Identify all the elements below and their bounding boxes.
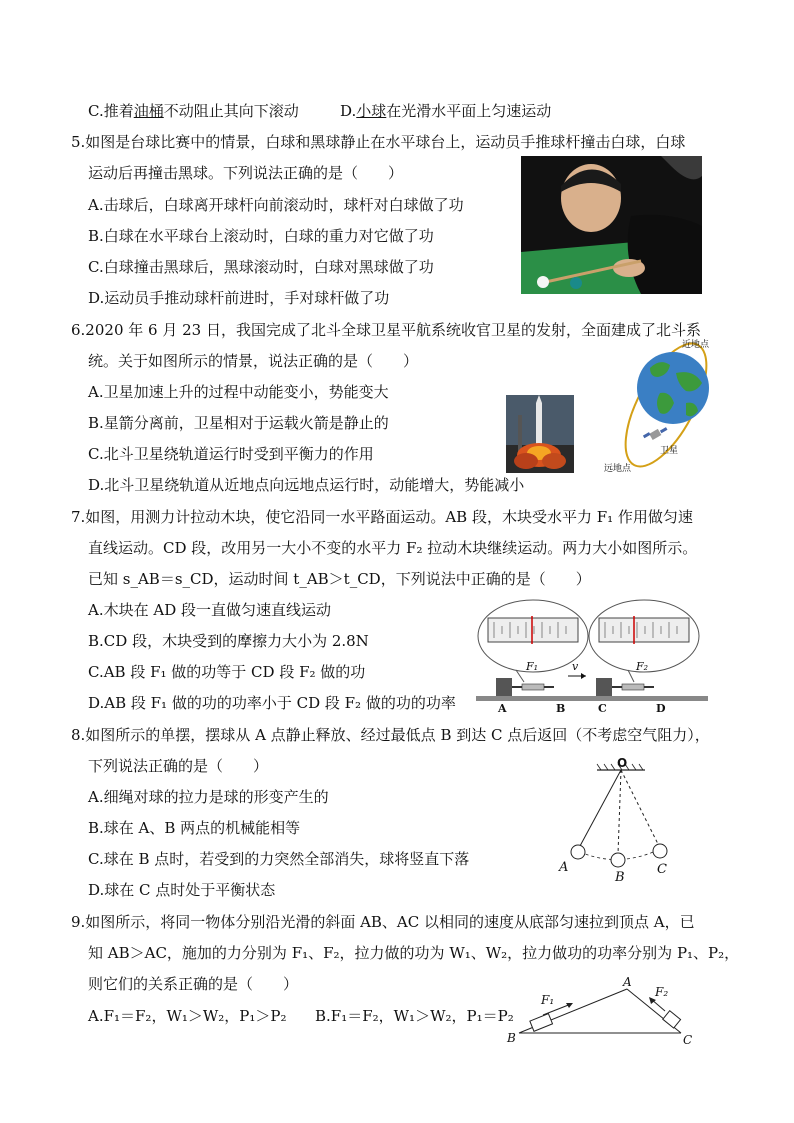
q4-option-d-suffix: 在光滑水平面上匀速运动 xyxy=(386,102,552,120)
point-b-label: B xyxy=(615,870,625,885)
q5-option-c: C.白球撞击黑球后，黑球滚动时，白球对黑球做了功 xyxy=(88,258,434,276)
q8-option-b: B.球在 A、B 两点的机械能相等 xyxy=(88,819,301,837)
q4-option-c-suffix: 不动阻止其向下滚动 xyxy=(163,102,299,120)
pendulum-figure xyxy=(555,756,685,888)
q8-stem-line-2: 下列说法正确的是（ ） xyxy=(88,757,269,775)
perigee-label: 近地点 xyxy=(682,340,710,350)
force-f2-label: F₂ xyxy=(636,660,649,673)
force-f1-label: F₁ xyxy=(541,993,555,1007)
rocket-launch-photo xyxy=(506,395,574,473)
q7-stem-line-1: 7.如图，用测力计拉动木块，使它沿同一水平路面运动。AB 段，木块受水平力 F₁ 作用做匀速 xyxy=(71,508,693,526)
q7-stem-line-2: 直线运动。CD 段，改用另一大小不变的水平力 F₂ 拉动木块继续运动。两力大小如图所示。 xyxy=(88,539,698,557)
q4-option-d-prefix: D. xyxy=(340,102,357,120)
q7-option-a: A.木块在 AD 段一直做匀速直线运动 xyxy=(88,601,331,619)
q6-option-a: A.卫星加速上升的过程中动能变小，势能变大 xyxy=(88,383,389,401)
q4-option-c-underlined: 油桶 xyxy=(133,102,164,120)
velocity-label: v xyxy=(572,660,579,673)
q9-option-a: A.F₁＝F₂，W₁＞W₂，P₁＞P₂ xyxy=(88,1007,287,1025)
pivot-o-label: O xyxy=(617,756,628,770)
satellite-label: 卫星 xyxy=(660,446,679,456)
q5-option-a: A.击球后，白球离开球杆向前滚动时，球杆对白球做了功 xyxy=(88,196,464,214)
q6-option-c: C.北斗卫星绕轨道运行时受到平衡力的作用 xyxy=(88,445,374,463)
vertex-c-label: C xyxy=(683,1033,693,1047)
q7-stem-line-3 xyxy=(88,569,591,589)
q8-option-c: C.球在 B 点时，若受到的力突然全部消失，球将竖直下落 xyxy=(88,850,470,868)
snooker-photo xyxy=(521,156,702,294)
q9-stem-line-2: 知 AB＞AC，施加的力分别为 F₁、F₂，拉力做的功为 W₁、W₂，拉力做功的功率分别为 P₁、P₂， xyxy=(88,944,740,962)
point-a-label: A xyxy=(498,702,507,715)
q6-option-b: B.星箭分离前，卫星相对于运载火箭是静止的 xyxy=(88,414,389,432)
force-f1-label: F₁ xyxy=(526,660,539,673)
point-c-label: C xyxy=(657,862,667,877)
satellite-orbit-figure xyxy=(598,333,728,478)
q5-stem-line-2: 运动后再撞击黑球。下列说法正确的是（ ） xyxy=(88,164,404,182)
vertex-b-label: B xyxy=(507,1031,516,1045)
q6-option-d: D.北斗卫星绕轨道从近地点向远地点运行时，动能增大，势能减小 xyxy=(88,476,525,494)
q6-stem-line-2: 统。关于如图所示的情景，说法正确的是（ ） xyxy=(88,352,419,370)
q9-stem-line-1: 9.如图所示，将同一物体分别沿光滑的斜面 AB、AC 以相同的速度从底部匀速拉到顶点 A，已 xyxy=(71,913,695,931)
apogee-label: 远地点 xyxy=(604,464,632,474)
point-d-label: D xyxy=(656,702,666,715)
q4-option-d xyxy=(340,101,551,121)
point-a-label: A xyxy=(559,860,569,875)
q8-option-a: A.细绳对球的拉力是球的形变产生的 xyxy=(88,788,329,806)
q8-option-d: D.球在 C 点时处于平衡状态 xyxy=(88,881,276,899)
incline-figure xyxy=(505,975,705,1047)
point-b-label: B xyxy=(556,702,566,715)
q4-option-d-underlined: 小球 xyxy=(356,102,387,120)
q5-stem-line-1: 5.如图是台球比赛中的情景，白球和黑球静止在水平球台上，运动员手推球杆撞击白球，白球 xyxy=(71,133,686,151)
force-f2-label: F₂ xyxy=(655,985,669,999)
point-c-label: C xyxy=(598,702,607,715)
q4-option-c-prefix: C.推着 xyxy=(88,102,134,120)
q6-stem-line-1: 6.2020 年 6 月 23 日，我国完成了北斗全球卫星平航系统收官卫星的发射，全面建成了北斗系 xyxy=(71,321,701,339)
q4-option-c xyxy=(88,101,299,121)
q8-stem-line-1: 8.如图所示的单摆，摆球从 A 点静止释放、经过最低点 B 到达 C 点后返回（不考虑空气阻力）， xyxy=(71,726,710,744)
q7-option-d: D.AB 段 F₁ 做的功的功率小于 CD 段 F₂ 做的功的功率 xyxy=(88,694,456,712)
vertex-a-label: A xyxy=(623,975,632,989)
q7-option-c: C.AB 段 F₁ 做的功等于 CD 段 F₂ 做的功 xyxy=(88,663,366,681)
spring-scale-figure xyxy=(476,598,708,718)
q9-option-b: B.F₁＝F₂，W₁＞W₂，P₁＝P₂ xyxy=(315,1007,514,1025)
q5-option-b: B.白球在水平球台上滚动时，白球的重力对它做了功 xyxy=(88,227,434,245)
q9-stem-line-3: 则它们的关系正确的是（ ） xyxy=(88,975,299,993)
q5-option-d: D.运动员手推动球杆前进时，手对球杆做了功 xyxy=(88,289,390,307)
q7-option-b: B.CD 段，木块受到的摩擦力大小为 2.8N xyxy=(88,632,369,650)
q7-stem-line-3-text: 已知 s_AB＝s_CD，运动时间 t_AB＞t_CD，下列说法中正确的是（ ） xyxy=(88,570,591,588)
